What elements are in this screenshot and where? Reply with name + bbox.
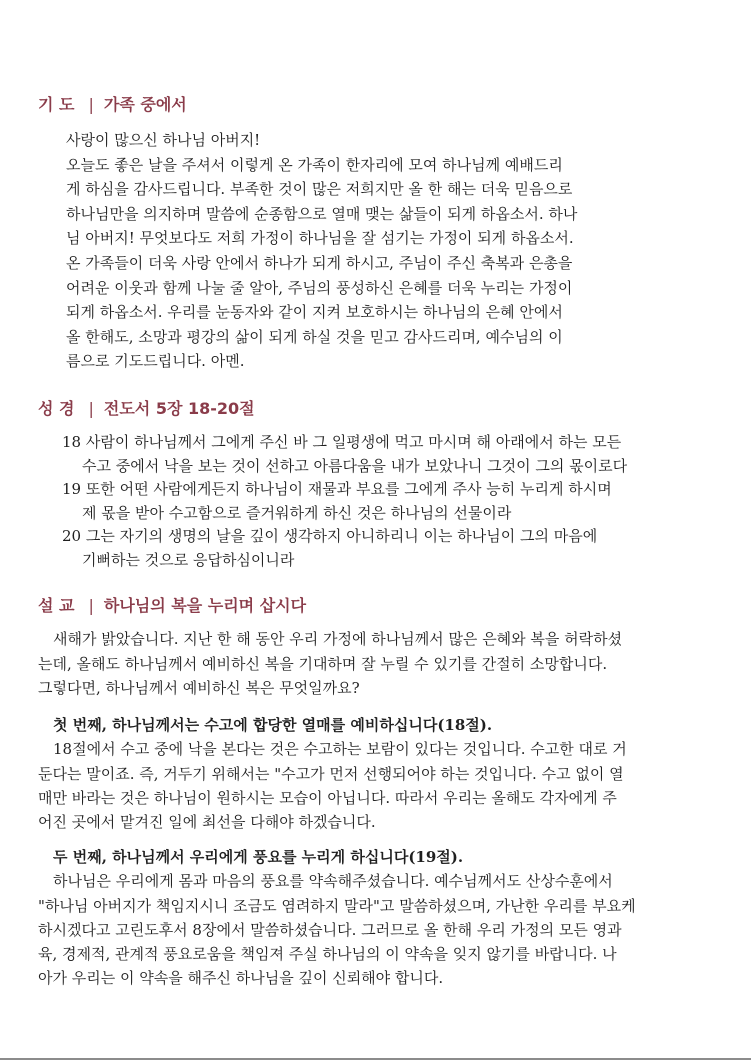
- sermon-intro-line: 는데, 올해도 하나님께서 예비하신 복을 기대하며 잘 누릴 수 있기를 간절히 소망합니다.: [38, 654, 608, 673]
- sermon-point-line: 육, 경제적, 관계적 풍요로움을 책임져 주실 하나님의 이 약속을 잊지 않기를 바랍니다. 나: [38, 945, 617, 964]
- sermon-point-line: 하나님은 우리에게 몸과 마음의 풍요를 약속해주셨습니다. 예수님께서도 산상수훈에서: [53, 872, 613, 891]
- sermon-point-line: 매만 바라는 것은 하나님이 원하시는 모습이 아닙니다. 따라서 우리는 올해도 각자에게 주: [38, 788, 617, 807]
- scripture-body: [62, 431, 702, 572]
- prayer-heading-title: 가족 중에서: [103, 95, 187, 114]
- prayer-line: 님 아버지! 무엇보다도 저희 가정이 하나님을 잘 섬기는 가정이 되게 하옵소서.: [66, 229, 574, 248]
- bottom-divider: [0, 1058, 751, 1060]
- sermon-heading-title: 하나님의 복을 누리며 삽시다: [103, 596, 307, 615]
- sermon-point-title: 첫 번째, 하나님께서는 수고에 합당한 열매를 예비하십니다(18절).: [53, 716, 493, 734]
- verse-line: 수고 중에서 낙을 보는 것이 선하고 아름다움을 내가 보았나니 그것이 그의 몫이로다: [82, 456, 628, 475]
- prayer-body: [66, 128, 666, 374]
- sermon-point-title: 두 번째, 하나님께서 우리에게 풍요를 누리게 하십니다(19절).: [53, 848, 464, 866]
- sermon-point-line: 하시겠다고 고린도후서 8장에서 말씀하셨습니다. 그러므로 올 한해 우리 가정의 모든 영과: [38, 920, 622, 939]
- prayer-line: 게 하심을 감사드립니다. 부족한 것이 많은 저희지만 올 한 해는 더욱 믿음으로: [66, 180, 573, 199]
- sermon-point-line: 18절에서 수고 중에 낙을 본다는 것은 수고하는 보람이 있다는 것입니다. 수고한 대로 거: [53, 740, 627, 759]
- prayer-line: 되게 하옵소서. 우리를 눈동자와 같이 지켜 보호하시는 하나님의 은혜 안에서: [66, 303, 563, 322]
- prayer-line: 사랑이 많으신 하나님 아버지!: [66, 131, 261, 149]
- prayer-line: 올 한해도, 소망과 평강의 삶이 되게 하실 것을 믿고 감사드리며, 예수님의 이: [66, 327, 563, 346]
- sermon-intro: [38, 627, 718, 701]
- sermon-point-1: [38, 713, 718, 834]
- prayer-line: 하나님만을 의지하며 말씀에 순종함으로 열매 맺는 삶들이 되게 하옵소서. 하나: [66, 204, 578, 223]
- heading-separator: |: [88, 596, 94, 615]
- verse-line: 20 그는 자기의 생명의 날을 깊이 생각하지 아니하리니 이는 하나님이 그의 마음에: [62, 527, 598, 545]
- prayer-heading: [38, 94, 187, 116]
- verse-line: 18 사람이 하나님께서 그에게 주신 바 그 일평생에 먹고 마시며 해 아래에서 하는 모든: [62, 433, 622, 451]
- sermon-intro-line: 그렇다면, 하나님께서 예비하신 복은 무엇일까요?: [38, 679, 360, 697]
- prayer-line: 온 가족들이 더욱 사랑 안에서 하나가 되게 하시고, 주님이 주신 축복과 은총을: [66, 253, 573, 272]
- sermon-point-line: "하나님 아버지가 책임지시니 조금도 염려하지 말라"고 말씀하셨으며, 가난한 우리를 부요케: [38, 896, 636, 915]
- scripture-heading: [38, 398, 255, 420]
- sermon-point-line: 아가 우리는 이 약속을 해주신 하나님을 깊이 신뢰해야 합니다.: [38, 969, 444, 988]
- prayer-line: 어려운 이웃과 함께 나눌 줄 알아, 주님의 풍성하신 은혜를 더욱 누리는 가정이: [66, 278, 573, 297]
- heading-separator: |: [88, 399, 94, 418]
- verse-18: [62, 431, 702, 478]
- prayer-line: 오늘도 좋은 날을 주셔서 이렇게 온 가족이 한자리에 모여 하나님께 예배드리: [66, 155, 563, 174]
- sermon-point-line: 둔다는 말이죠. 즉, 거두기 위해서는 "수고가 먼저 선행되어야 하는 것입니다. 수고 없이 열: [38, 764, 624, 783]
- verse-19: [62, 478, 702, 525]
- sermon-heading-label: 설 교: [38, 596, 75, 615]
- sermon-intro-line: 새해가 밝았습니다. 지난 한 해 동안 우리 가정에 하나님께서 많은 은혜와 복을 허락하셨: [53, 630, 623, 648]
- sermon-point-line: 어진 곳에서 맡겨진 일에 최선을 다해야 하겠습니다.: [38, 813, 376, 832]
- verse-20: [62, 525, 702, 572]
- scripture-heading-title: 전도서 5장 18-20절: [103, 399, 255, 418]
- scripture-heading-label: 성 경: [38, 399, 75, 418]
- sermon-heading: [38, 595, 306, 617]
- verse-line: 기뻐하는 것으로 응답하심이니라: [82, 550, 295, 569]
- heading-separator: |: [88, 95, 94, 114]
- sermon-point-2: [38, 845, 718, 991]
- verse-line: 19 또한 어떤 사람에게든지 하나님이 재물과 부요를 그에게 주사 능히 누리게 하시며: [62, 480, 612, 498]
- prayer-line: 름으로 기도드립니다. 아멘.: [66, 352, 245, 371]
- prayer-heading-label: 기 도: [38, 95, 75, 114]
- verse-line: 제 몫을 받아 수고함으로 즐거워하게 하신 것은 하나님의 선물이라: [82, 503, 512, 522]
